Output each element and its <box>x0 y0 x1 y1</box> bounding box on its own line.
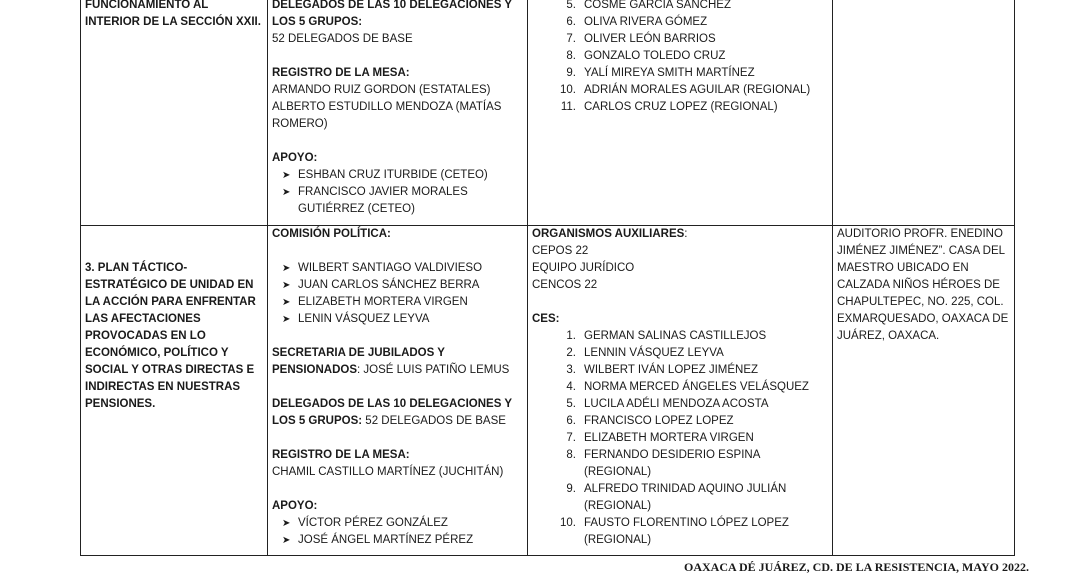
row1-location-cell <box>833 0 1015 226</box>
list-item: 2. LENNIN VÁSQUEZ LEYVA <box>566 347 724 359</box>
registro-line: ARMANDO RUIZ GORDON (ESTATALES) <box>272 84 491 96</box>
table-row <box>81 226 1015 556</box>
row2-topic-cell <box>81 226 268 556</box>
comision-item: ➤ ELIZABETH MORTERA VIRGEN <box>282 294 523 311</box>
row2-topic-text: 3. PLAN TÁCTICO-ESTRATÉGICO DE UNIDAD EN LA ACCIÓN PARA ENFRENTAR LAS AFECTACIONES PROVOCADAS EN LO ECONÓMICO, POLÍTICO Y SOCIAL Y OTRAS DIRECTAS E INDIRECTAS EN NUESTRAS PENSIONES. <box>85 262 256 410</box>
delegados-value: 52 DELEGADOS DE BASE <box>272 33 413 45</box>
organismo-line: EQUIPO JURÍDICO <box>532 262 635 274</box>
list-item: 5. COSME GARCIA SÁNCHEZ <box>566 0 731 11</box>
registro-line: CHAMIL CASTILLO MARTÍNEZ (JUCHITÁN) <box>272 466 504 478</box>
row2-location-cell <box>833 226 1015 556</box>
list-item: 6. FRANCISCO LOPEZ LOPEZ <box>566 415 734 427</box>
list-item: 6. OLIVA RIVERA GÓMEZ <box>566 16 708 28</box>
delegados-heading: DELEGADOS DE LAS 10 DELEGACIONES Y LOS 5 GRUPOS: <box>272 0 512 28</box>
apoyo-item: ➤ JOSÉ ÁNGEL MARTÍNEZ PÉREZ <box>282 532 523 549</box>
apoyo-item: ➤ FRANCISCO JAVIER MORALES GUTIÉRREZ (CETEO) <box>282 184 523 218</box>
numbered-list <box>532 0 828 116</box>
document-table <box>80 0 1015 556</box>
list-item: 9. YALÍ MIREYA SMITH MARTÍNEZ <box>566 67 755 79</box>
row1-topic-text: FUNCIONAMIENTO AL INTERIOR DE LA SECCIÓN XXII. <box>85 0 261 28</box>
location-text: AUDITORIO PROFR. ENEDINO JIMÉNEZ JIMÉNEZ”. CASA DEL MAESTRO UBICADO EN CALZADA NIÑOS HÉROES DE CHAPULTEPEC, NO. 225, COL. EXMARQUESADO, OAXACA DE JUÁREZ, OAXACA. <box>837 228 1009 342</box>
row1-participants-cell <box>268 0 528 226</box>
list-item: 11. CARLOS CRUZ LOPEZ (REGIONAL) <box>560 101 778 113</box>
organismo-line: CENCOS 22 <box>532 279 598 291</box>
list-item: 1. GERMAN SALINAS CASTILLEJOS <box>566 330 767 342</box>
ces-list <box>532 328 828 549</box>
table-row <box>81 0 1015 226</box>
list-item: 8. GONZALO TOLEDO CRUZ <box>566 50 726 62</box>
apoyo-heading: APOYO: <box>272 152 318 164</box>
comision-item: ➤ JUAN CARLOS SÁNCHEZ BERRA <box>282 277 523 294</box>
organismos-heading: ORGANISMOS AUXILIARES: <box>532 228 688 240</box>
list-item: 10. FAUSTO FLORENTINO LÓPEZ LOPEZ (REGIONAL) <box>560 517 789 546</box>
apoyo-heading: APOYO: <box>272 500 318 512</box>
ces-heading: CES: <box>532 313 560 325</box>
row2-organisms-cell <box>528 226 833 556</box>
list-item: 7. OLIVER LEÓN BARRIOS <box>566 33 716 45</box>
delegados-line: DELEGADOS DE LAS 10 DELEGACIONES Y LOS 5 GRUPOS: 52 DELEGADOS DE BASE <box>272 398 512 427</box>
list-item: 5. LUCILA ADÉLI MENDOZA ACOSTA <box>566 398 769 410</box>
apoyo-item: ➤ ESHBAN CRUZ ITURBIDE (CETEO) <box>282 167 523 184</box>
list-item: 3. WILBERT IVÁN LOPEZ JIMÉNEZ <box>566 364 759 376</box>
comision-item: ➤ LENIN VÁSQUEZ LEYVA <box>282 311 523 328</box>
apoyo-list <box>272 167 523 218</box>
apoyo-list <box>272 515 523 549</box>
list-item: 8. FERNANDO DESIDERIO ESPINA (REGIONAL) <box>566 449 760 478</box>
row1-list-cell <box>528 0 833 226</box>
comision-heading: COMISIÓN POLÍTICA: <box>272 228 391 240</box>
row1-topic-cell <box>81 0 268 226</box>
registro-line: ALBERTO ESTUDILLO MENDOZA (MATÍAS ROMERO) <box>272 101 502 130</box>
list-item: 7. ELIZABETH MORTERA VIRGEN <box>566 432 754 444</box>
apoyo-item: ➤ VÍCTOR PÉREZ GONZÁLEZ <box>282 515 523 532</box>
registro-heading: REGISTRO DE LA MESA: <box>272 449 410 461</box>
organismo-line: CEPOS 22 <box>532 245 589 257</box>
row2-participants-cell <box>268 226 528 556</box>
comision-list <box>272 260 523 328</box>
registro-heading: REGISTRO DE LA MESA: <box>272 67 410 79</box>
secretaria-line: SECRETARIA DE JUBILADOS Y PENSIONADOS: JOSÉ LUIS PATIÑO LEMUS <box>272 347 510 376</box>
document-footer: OAXACA DÉ JUÁREZ, CD. DE LA RESISTENCIA, MAYO 2022. <box>684 560 1029 574</box>
list-item: 10. ADRIÁN MORALES AGUILAR (REGIONAL) <box>560 84 811 96</box>
comision-item: ➤ WILBERT SANTIAGO VALDIVIESO <box>282 260 523 277</box>
list-item: 4. NORMA MERCED ÁNGELES VELÁSQUEZ <box>566 381 809 393</box>
list-item: 9. ALFREDO TRINIDAD AQUINO JULIÁN (REGIONAL) <box>566 483 787 512</box>
